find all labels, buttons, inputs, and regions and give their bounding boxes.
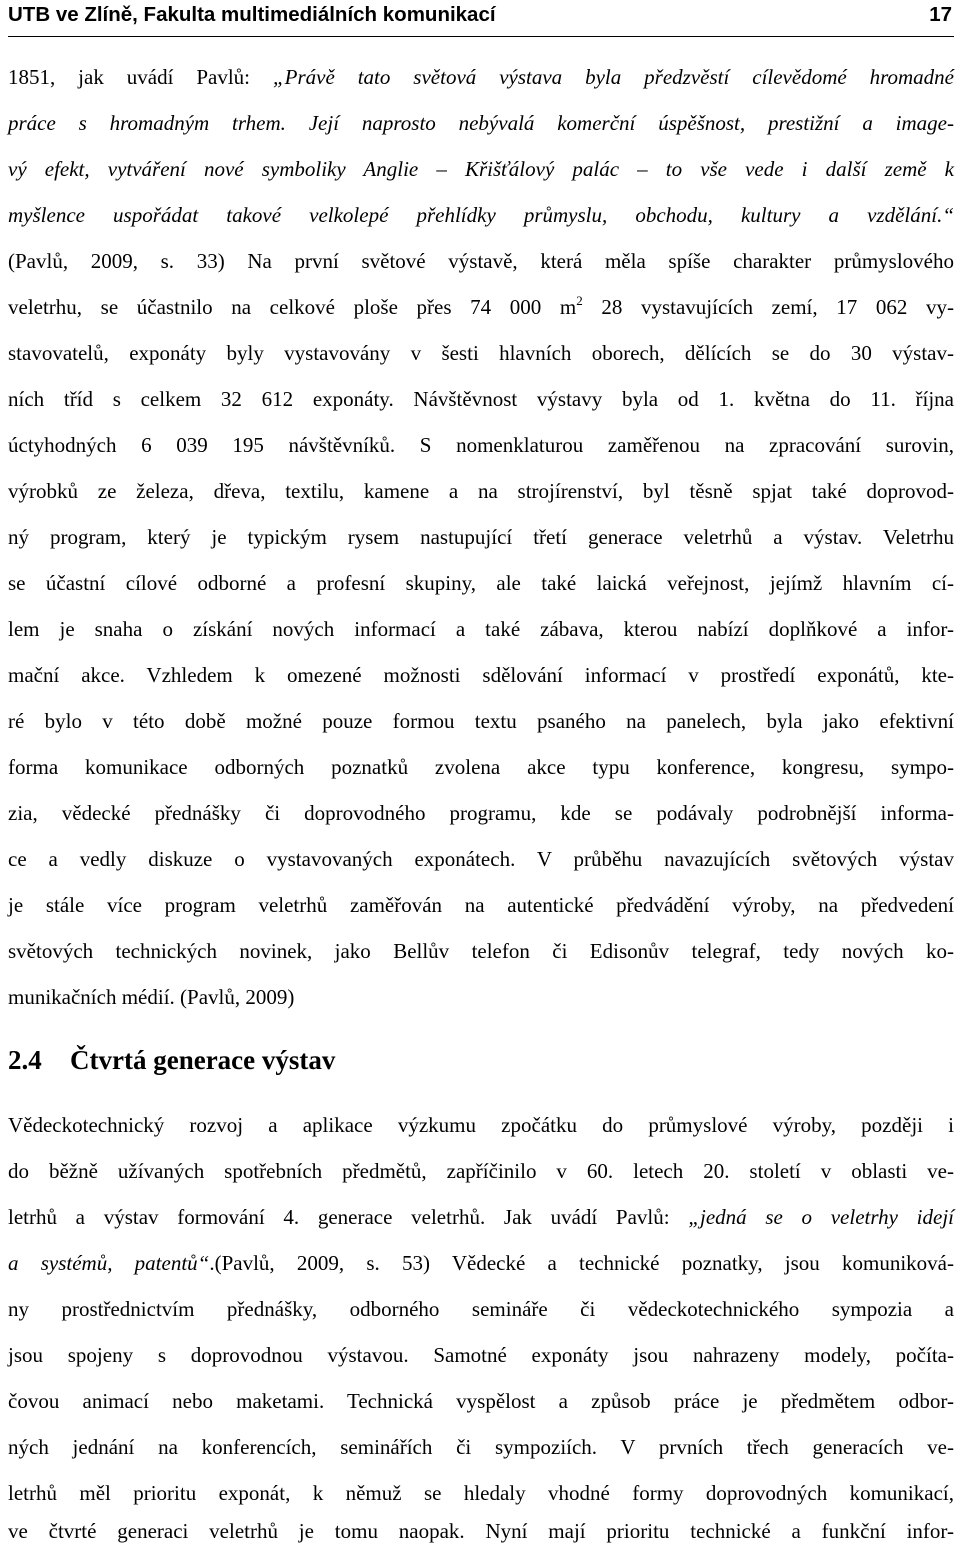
text-line: úctyhodných 6 039 195 návštěvníků. S nomenklaturou zaměřenou na zpracování surovin, (8, 433, 954, 457)
page-header (8, 0, 954, 37)
text-line: (Pavlů, 2009, s. 33) Na první světové výstavě, která měla spíše charakter průmyslového (8, 249, 954, 273)
text-line: letrhů a výstav formování 4. generace veletrhů. Jak uvádí Pavlů: „jedná se o veletrhy idejí (8, 1205, 954, 1229)
text-line: ných jednání na konferencích, seminářích či sympoziích. V prvních třech generacích ve- (8, 1435, 954, 1459)
text-line: světových technických novinek, jako Bellův telefon či Edisonův telegraf, tedy nových ko- (8, 939, 954, 963)
section-heading (8, 1040, 335, 1080)
quote-text: „jedná se o veletrhy idejí (688, 1205, 954, 1229)
text-line: Vědeckotechnický rozvoj a aplikace výzkumu zpočátku do průmyslové výroby, později i (8, 1113, 954, 1137)
text-line: ce a vedly diskuze o vystavovaných exponátech. V průběhu navazujících světových výstav (8, 847, 954, 871)
text-line: zia, vědecké přednášky či doprovodného programu, kde se podávaly podrobnější informa- (8, 801, 954, 825)
text-line: ních tříd s celkem 32 612 exponáty. Návštěvnost výstavy byla od 1. května do 11. října (8, 387, 954, 411)
quote-text: a systémů, patentů“ (8, 1251, 210, 1275)
text-line: letrhů měl prioritu exponát, k němuž se hledaly vhodné formy doprovodných komunikací, (8, 1481, 954, 1505)
text-line: jsou spojeny s doprovodnou výstavou. Samotné exponáty jsou nahrazeny modely, počíta- (8, 1343, 954, 1367)
text-line: je stále více program veletrhů zaměřován na autentické předvádění výroby, na předvedení (8, 893, 954, 917)
section-number: 2.4 (8, 1045, 42, 1075)
quote-text: Její naprosto nebývalá komerční úspěšnost, prestižní a image- (308, 111, 954, 135)
text-line: ré bylo v této době možné pouze formou textu psaného na panelech, byla jako efektivní (8, 709, 954, 733)
quote-text: práce s hromadným trhem. (8, 111, 309, 135)
text-line: myšlence uspořádat takové velkolepé přehlídky průmyslu, obchodu, kultury a vzdělání.“ (8, 203, 954, 227)
section-title: Čtvrtá generace výstav (70, 1045, 336, 1075)
quote-text: „Právě tato světová výstava byla předzvěstí cílevědomé hromadné (272, 65, 954, 89)
text-line: ný program, který je typickým rysem nastupující třetí generace veletrhů a výstav. Veletrhu (8, 525, 954, 549)
text-line: a systémů, patentů“.(Pavlů, 2009, s. 53) Vědecké a technické poznatky, jsou komuniková- (8, 1251, 954, 1275)
text-line: čovou animací nebo maketami. Technická vyspělost a způsob práce je předmětem odbor- (8, 1389, 954, 1413)
text-line: mační akce. Vzhledem k omezené možnosti sdělování informací v prostředí exponátů, kte- (8, 663, 954, 687)
header-title: UTB ve Zlíně, Fakulta multimediálních komunikací (8, 3, 496, 26)
text-line: ny prostřednictvím přednášky, odborného semináře či vědeckotechnického sympozia a (8, 1297, 954, 1321)
page-number: 17 (929, 3, 952, 26)
text-line: ve čtvrté generaci veletrhů je tomu naopak. Nyní mají prioritu technické a funkční infor- (8, 1519, 954, 1543)
text-line: stavovatelů, exponáty byly vystavovány v šesti hlavních oborech, dělících se do 30 výstav- (8, 341, 954, 365)
text-line: vý efekt, vytváření nové symboliky Anglie – Křišťálový palác – to vše vede i další země k (8, 157, 954, 181)
text-line: lem je snaha o získání nových informací a také zábava, kterou nabízí doplňkové a infor- (8, 617, 954, 641)
text-line (8, 103, 954, 143)
text-line: výrobků ze železa, dřeva, textilu, kamene a na strojírenství, byl těsně spjat také doprovod- (8, 479, 954, 503)
text-line: veletrhu, se účastnilo na celkové ploše přes 74 000 $m^2$ 28 vystavujících zemí, 17 062 vy- (8, 293, 954, 319)
text-line: forma komunikace odborných poznatků zvolena akce typu konference, kongresu, sympo- (8, 755, 954, 779)
superscript: 2 (576, 293, 583, 308)
text-line: do běžně užívaných spotřebních předmětů, zapříčinilo v 60. letech 20. století v oblasti ve- (8, 1159, 954, 1183)
text-line: se účastní cílové odborné a profesní skupiny, ale také laická veřejnost, jejímž hlavním cí- (8, 571, 954, 595)
text-line: munikačních médií. (Pavlů, 2009) (8, 985, 295, 1009)
text-line: 1851, jak uvádí Pavlů: „Právě tato světová výstava byla předzvěstí cílevědomé hromadné (8, 65, 954, 89)
